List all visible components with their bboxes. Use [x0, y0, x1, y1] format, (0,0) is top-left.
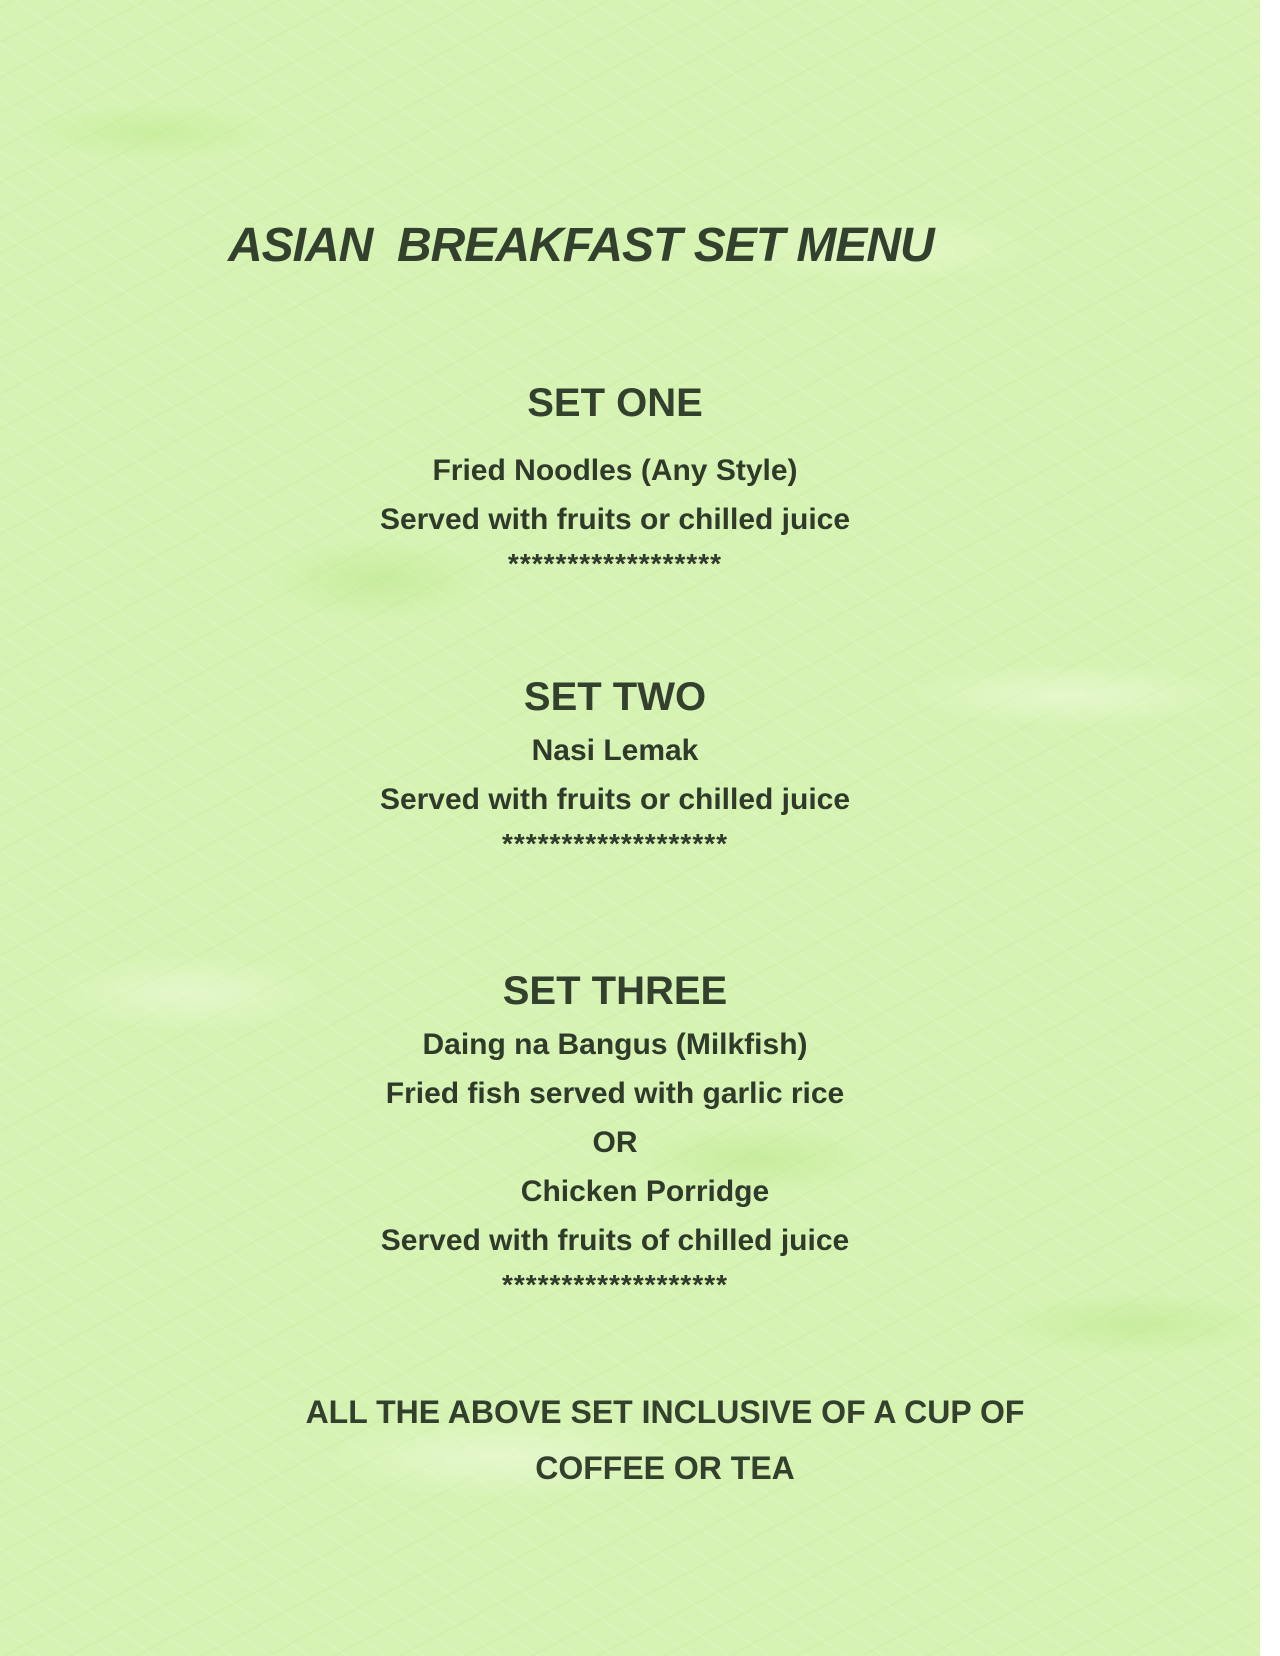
set-three-heading: SET THREE	[502, 969, 728, 1013]
footer-line-1: ALL THE ABOVE SET INCLUSIVE OF A CUP OF	[305, 1394, 1025, 1430]
menu-title: ASIAN BREAKFAST SET MENU	[228, 219, 934, 272]
set-three-accompaniment: Served with fruits of chilled juice	[380, 1224, 850, 1257]
set-three-or: OR	[592, 1126, 638, 1159]
set-two-divider: *******************	[501, 828, 729, 859]
set-three-description: Fried fish served with garlic rice	[385, 1077, 845, 1110]
set-two-section	[300, 672, 930, 864]
set-three-divider: *******************	[501, 1269, 729, 1300]
footer-line-2: COFFEE OR TEA	[535, 1450, 795, 1486]
set-one-accompaniment: Served with fruits or chilled juice	[379, 503, 851, 536]
set-one-heading: SET ONE	[527, 381, 703, 425]
set-three-dish: Daing na Bangus (Milkfish)	[422, 1028, 808, 1061]
set-one-section	[300, 378, 930, 584]
set-one-divider: ******************	[507, 548, 723, 579]
set-one-dish: Fried Noodles (Any Style)	[432, 454, 798, 487]
set-three-section	[300, 966, 930, 1305]
set-three-alternative: Chicken Porridge	[520, 1175, 770, 1208]
menu-footer-note	[240, 1384, 1090, 1496]
set-two-accompaniment: Served with fruits or chilled juice	[379, 783, 851, 816]
set-two-heading: SET TWO	[523, 675, 707, 719]
set-two-dish: Nasi Lemak	[531, 734, 699, 767]
